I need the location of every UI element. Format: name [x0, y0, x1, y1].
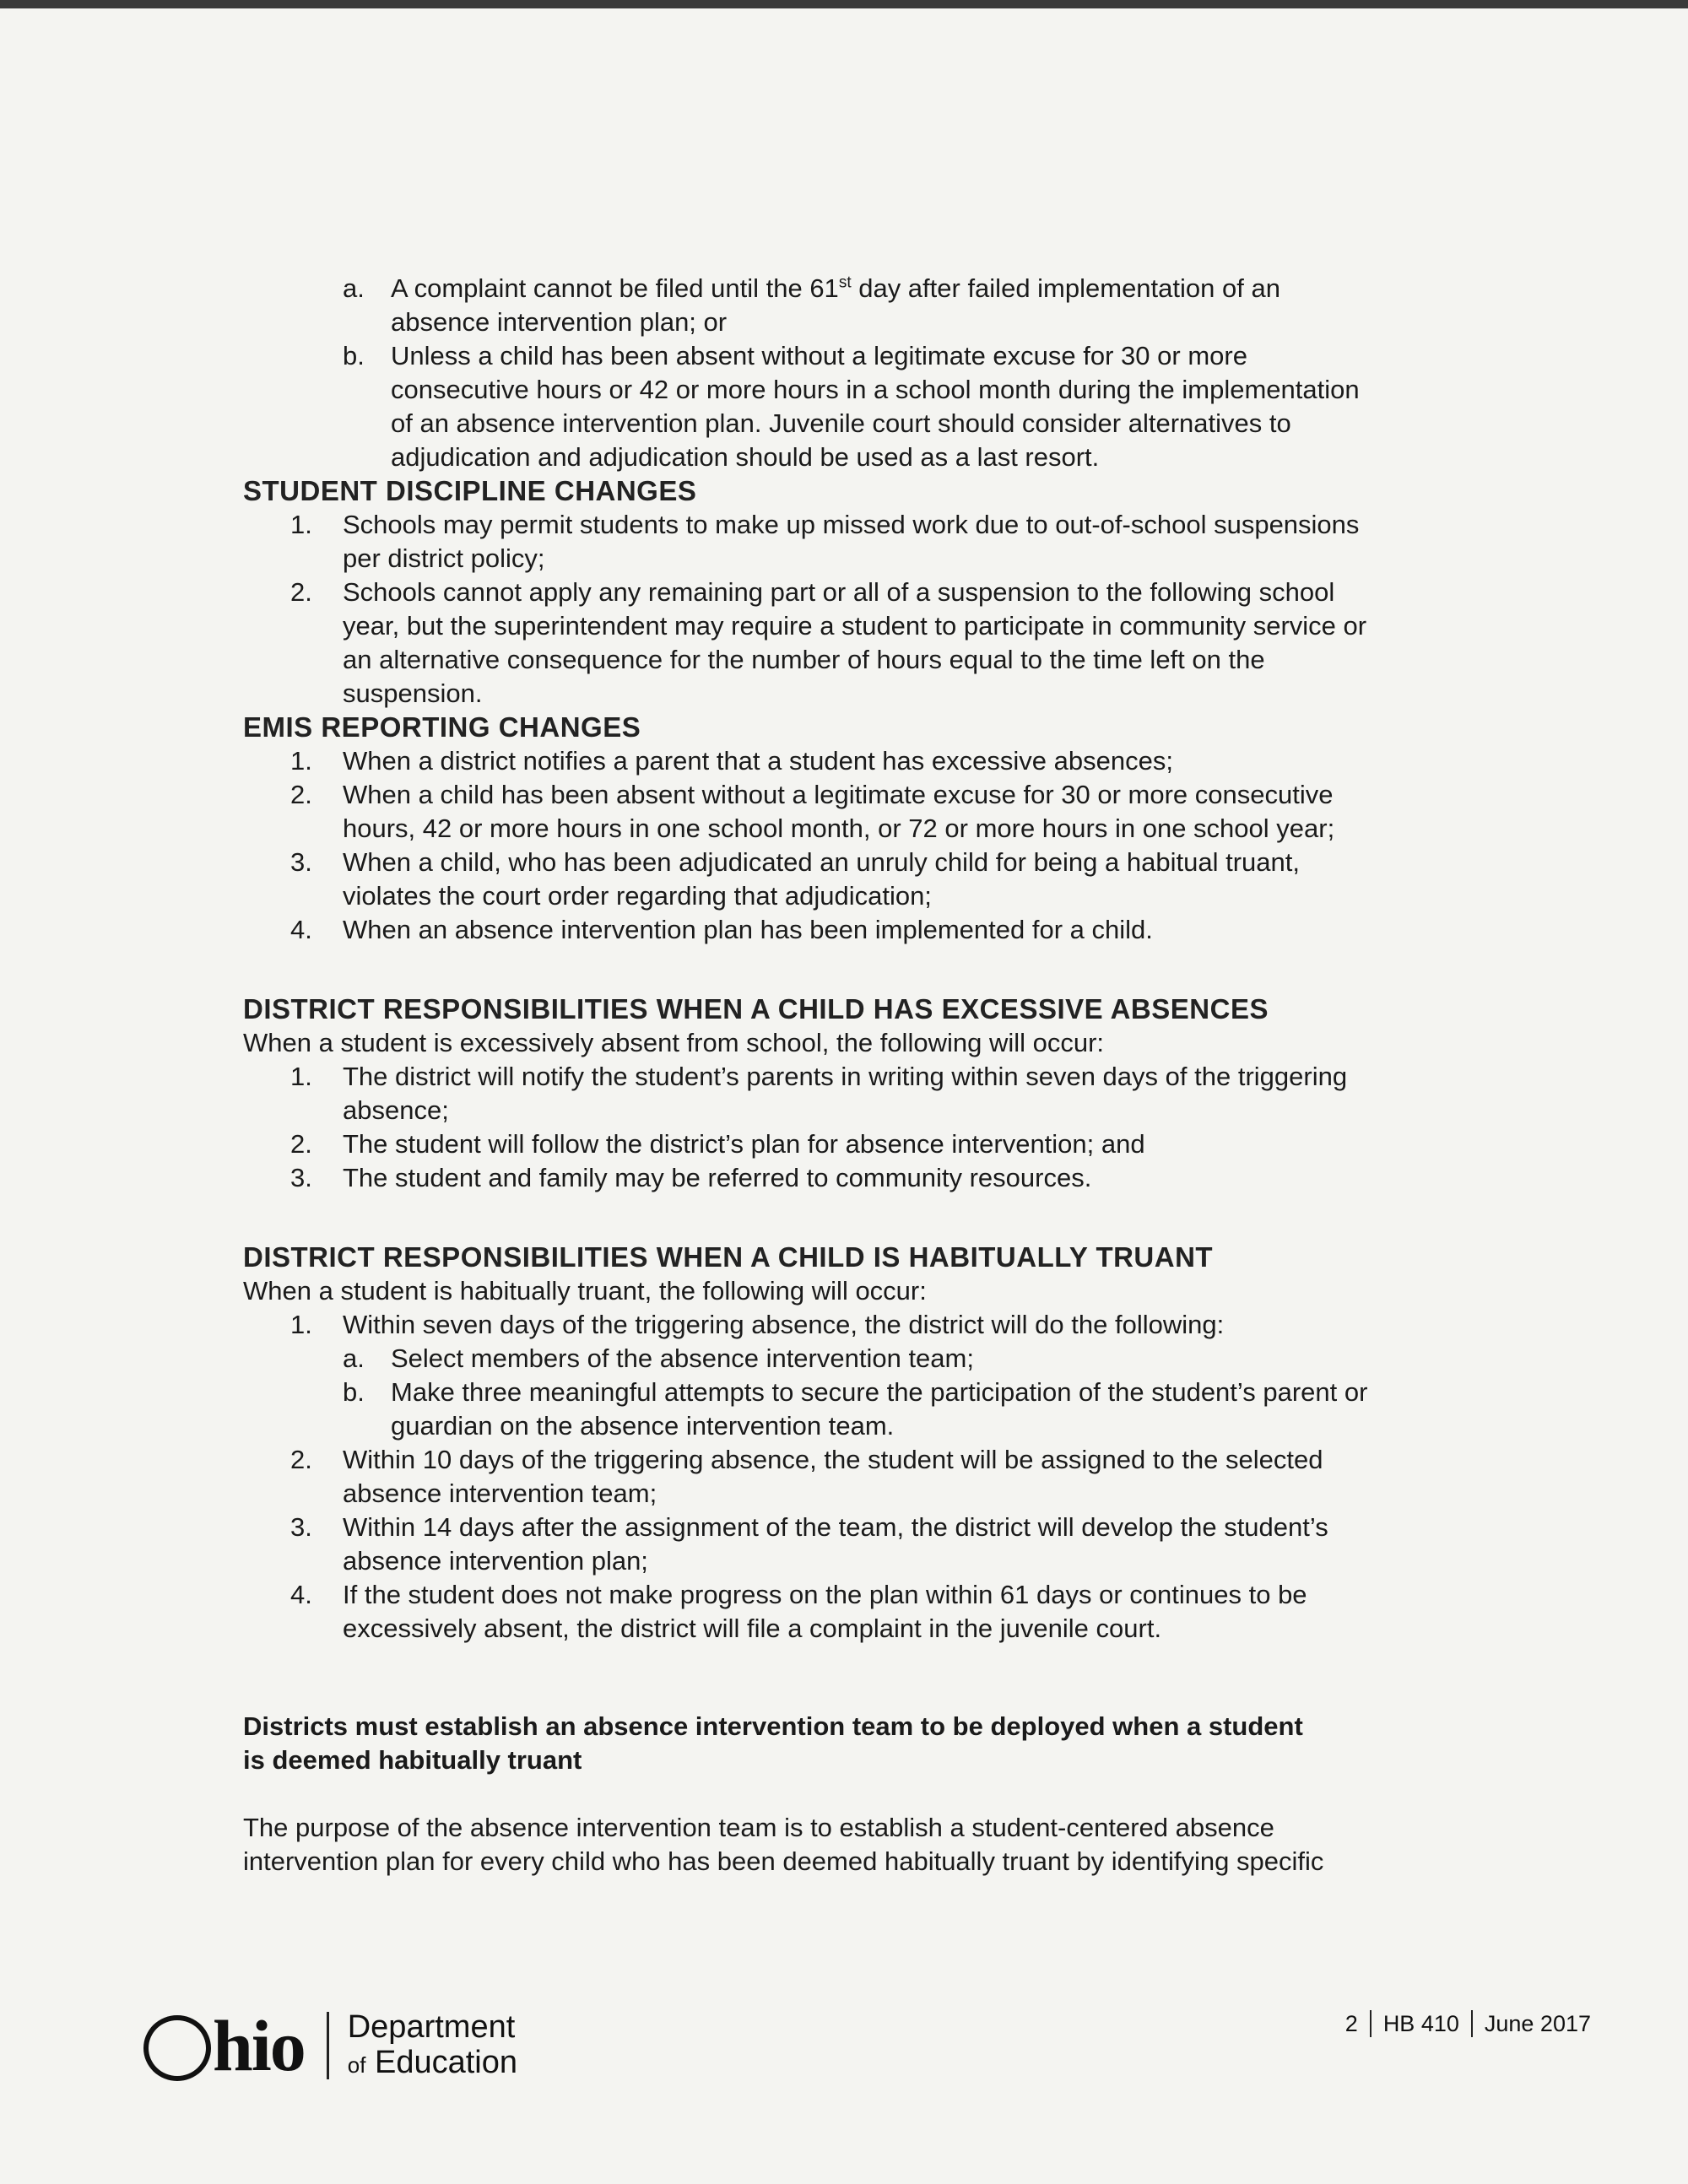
- ohio-wordmark-text: hio: [213, 2005, 305, 2086]
- text-line: of an absence intervention plan. Juvenile court should consider alternatives to: [391, 408, 1291, 438]
- section-intro: When a student is excessively absent from school, the following will occur:: [243, 1028, 1105, 1057]
- list-marker: 1.: [290, 1310, 312, 1339]
- section-intro: When a student is habitually truant, the following will occur:: [243, 1276, 927, 1306]
- page-footer-info: [1345, 2007, 1591, 2041]
- list-subitem: [243, 1342, 1492, 1376]
- text-line: per district policy;: [343, 543, 545, 573]
- list-marker: 3.: [290, 1163, 312, 1192]
- scan-top-edge: [0, 0, 1688, 8]
- list-marker: 2.: [290, 577, 312, 607]
- text-line: The district will notify the student’s parents in writing within seven days of the triggering: [343, 1062, 1348, 1091]
- list-item: [243, 272, 1492, 339]
- text-line: When an absence intervention plan has been implemented for a child.: [343, 915, 1153, 944]
- text-line: absence intervention plan;: [343, 1546, 648, 1576]
- list-marker: a.: [343, 1343, 365, 1373]
- list-marker: 4.: [290, 915, 312, 944]
- department-name: [348, 2009, 517, 2083]
- logo-divider: [327, 2012, 329, 2079]
- section-heading-habitually-truant: DISTRICT RESPONSIBILITIES WHEN A CHILD IS HABITUALLY TRUANT: [243, 1241, 1214, 1273]
- spacer: [243, 1679, 1492, 1710]
- text-line: Within seven days of the triggering absence, the district will do the following:: [343, 1310, 1225, 1339]
- text-line: Within 14 days after the assignment of the team, the district will develop the student’s: [343, 1512, 1328, 1542]
- spacer: [243, 1195, 1492, 1229]
- text-line: suspension.: [343, 678, 483, 708]
- text-line: adjudication and adjudication should be used as a last resort.: [391, 442, 1100, 472]
- ohio-o-circle-icon: [143, 2015, 211, 2081]
- team-bold-heading: [243, 1710, 1492, 1777]
- education-line: Education: [374, 2044, 517, 2080]
- text-line: intervention plan for every child who has been deemed habitually truant by identifying specific: [243, 1846, 1324, 1876]
- text-line: Within 10 days of the triggering absence, the student will be assigned to the selected: [343, 1445, 1323, 1474]
- list-marker: 2.: [290, 1445, 312, 1474]
- list-item-text: [391, 339, 1492, 474]
- page-number: 2: [1344, 2011, 1358, 2036]
- list-item: [243, 576, 1492, 711]
- list-item: [243, 1308, 1492, 1342]
- list-item: [243, 913, 1492, 947]
- list-item-text: [391, 272, 1492, 339]
- text-line: When a district notifies a parent that a student has excessive absences;: [343, 746, 1173, 776]
- divider: [1471, 2010, 1473, 2037]
- spacer: [243, 981, 1492, 992]
- text-line: Select members of the absence intervention team;: [391, 1343, 974, 1373]
- text-line: The student will follow the district’s plan for absence intervention; and: [343, 1129, 1145, 1159]
- text-line: absence intervention team;: [343, 1479, 657, 1508]
- document-date: June 2017: [1484, 2011, 1591, 2036]
- text-line: year, but the superintendent may require a student to participate in community service or: [343, 611, 1367, 641]
- text-line: The purpose of the absence intervention team is to establish a student-centered absence: [243, 1813, 1274, 1842]
- list-marker: b.: [343, 341, 365, 370]
- text-line: consecutive hours or 42 or more hours in a school month during the implementation: [391, 375, 1360, 404]
- list-marker: 3.: [290, 847, 312, 877]
- text-line: violates the court order regarding that adjudication;: [343, 881, 932, 911]
- document-body: [243, 272, 1492, 1879]
- spacer: [243, 947, 1492, 981]
- list-item: [243, 744, 1492, 778]
- list-item: [243, 1443, 1492, 1511]
- text-line: an alternative consequence for the number of hours equal to the time left on the: [343, 645, 1265, 674]
- list-marker: 1.: [290, 746, 312, 776]
- text-line: absence intervention plan; or: [391, 307, 728, 337]
- list-item: [243, 1060, 1492, 1127]
- list-marker: 2.: [290, 780, 312, 809]
- section-heading-discipline: STUDENT DISCIPLINE CHANGES: [243, 475, 697, 506]
- text-line: hours, 42 or more hours in one school month, or 72 or more hours in one school year;: [343, 814, 1335, 843]
- document-id: HB 410: [1382, 2011, 1459, 2036]
- spacer: [243, 1777, 1492, 1811]
- list-subitem: [243, 1376, 1492, 1443]
- text-line: When a child, who has been adjudicated an unruly child for being a habitual truant,: [343, 847, 1300, 877]
- list-marker: b.: [343, 1377, 365, 1407]
- list-item: [243, 846, 1492, 913]
- section-heading-emis: EMIS REPORTING CHANGES: [243, 711, 641, 743]
- list-item: [243, 1127, 1492, 1161]
- text-line: absence;: [343, 1095, 449, 1125]
- list-marker: 2.: [290, 1129, 312, 1159]
- text-line: guardian on the absence intervention team.: [391, 1411, 895, 1441]
- list-marker: 1.: [290, 1062, 312, 1091]
- department-line: Department: [347, 2008, 516, 2045]
- text-line: A complaint cannot be filed until the 61: [391, 273, 839, 303]
- text-line: The student and family may be referred to community resources.: [343, 1163, 1092, 1192]
- list-marker: 3.: [290, 1512, 312, 1542]
- text-line: excessively absent, the district will file a complaint in the juvenile court.: [343, 1614, 1162, 1643]
- list-item: [243, 1161, 1492, 1195]
- text-line: Schools cannot apply any remaining part or all of a suspension to the following school: [343, 577, 1335, 607]
- text-line: is deemed habitually truant: [243, 1745, 582, 1775]
- superscript: st: [838, 273, 852, 292]
- section-heading-excessive-absences: DISTRICT RESPONSIBILITIES WHEN A CHILD HAS EXCESSIVE ABSENCES: [243, 993, 1269, 1024]
- ohio-education-logo: [143, 2003, 517, 2088]
- text-line: day after failed implementation of an: [851, 273, 1280, 303]
- text-line: When a child has been absent without a legitimate excuse for 30 or more consecutive: [343, 780, 1334, 809]
- department-of: of: [347, 2052, 366, 2078]
- text-line: Schools may permit students to make up missed work due to out-of-school suspensions: [343, 510, 1360, 539]
- list-marker: a.: [343, 273, 365, 303]
- team-paragraph: [243, 1811, 1492, 1879]
- text-line: Make three meaningful attempts to secure the participation of the student’s parent or: [391, 1377, 1368, 1407]
- list-item: [243, 339, 1492, 474]
- text-line: If the student does not make progress on the plan within 61 days or continues to be: [343, 1580, 1307, 1609]
- list-item: [243, 1578, 1492, 1646]
- text-line: Districts must establish an absence intervention team to be deployed when a student: [243, 1711, 1303, 1741]
- list-item: [243, 778, 1492, 846]
- list-item: [243, 1511, 1492, 1578]
- text-line: Unless a child has been absent without a legitimate excuse for 30 or more: [391, 341, 1247, 370]
- spacer: [243, 1646, 1492, 1679]
- list-marker: 1.: [290, 510, 312, 539]
- list-item: [243, 508, 1492, 576]
- list-marker: 4.: [290, 1580, 312, 1609]
- divider: [1370, 2010, 1372, 2037]
- ohio-wordmark: [143, 2003, 305, 2088]
- spacer: [243, 1229, 1492, 1241]
